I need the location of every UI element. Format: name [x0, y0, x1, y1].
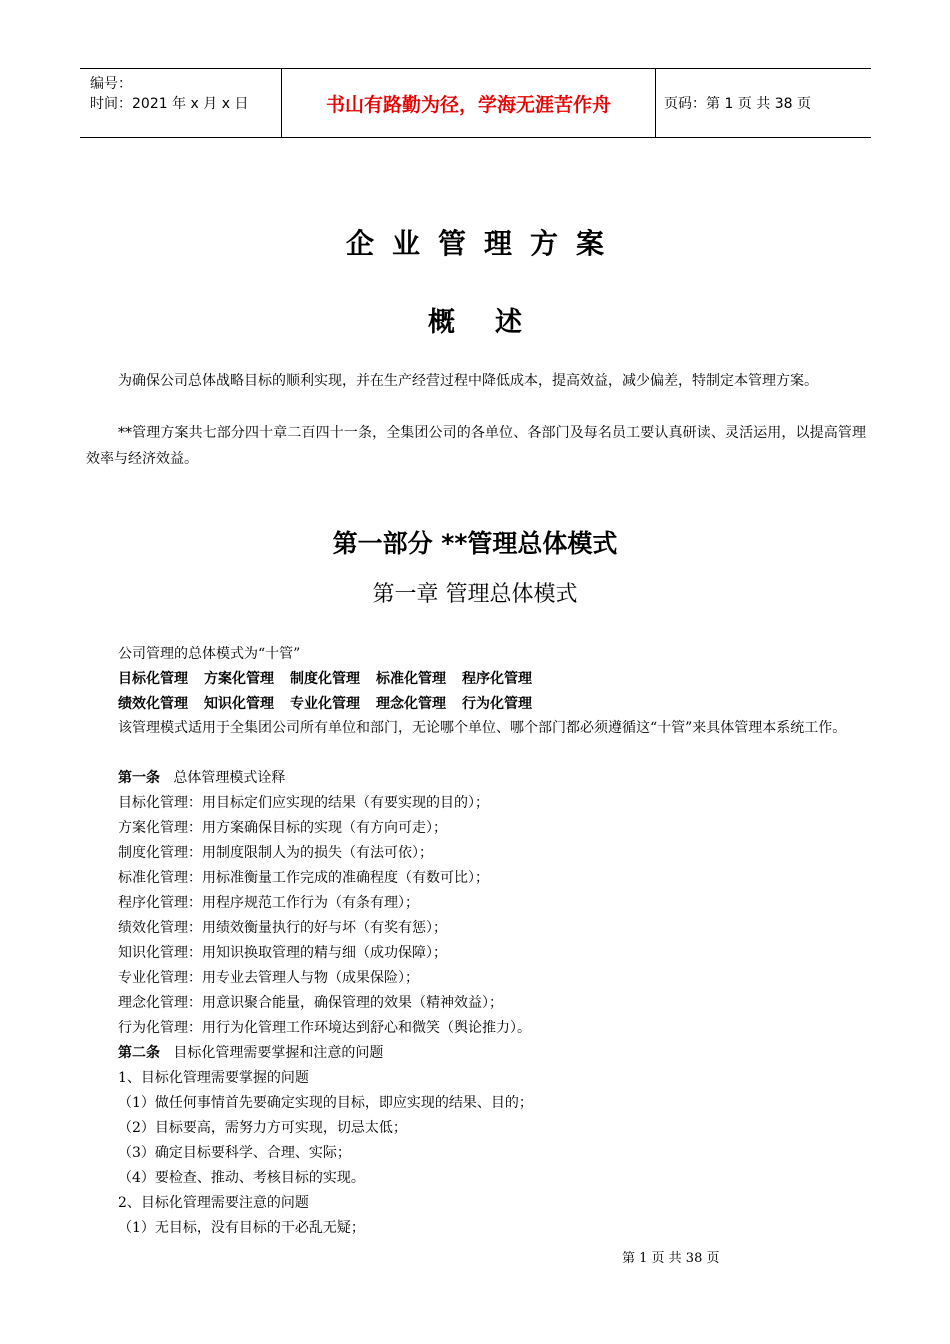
overview-paragraph-1: 为确保公司总体战略目标的顺利实现，并在生产经营过程中降低成本，提高效益，减少偏差，特制定本管理方案。: [118, 373, 818, 389]
document-header: [80, 68, 871, 138]
management-item: 行为化管理: [462, 696, 532, 712]
section-1-item: （3）确定目标要科学、合理、实际；: [118, 1145, 351, 1161]
motto: 书山有路勤为径，学海无涯苦作舟: [281, 69, 656, 137]
section-2-title: 2、目标化管理需要注意的问题: [118, 1195, 309, 1211]
management-item: 制度化管理: [290, 671, 360, 687]
overview-paragraph-2: **管理方案共七部分四十章二百四十一条，全集团公司的各单位、各部门及每名员工要认真研读、灵活运用，以提高管理效率与经济效益。: [86, 425, 866, 467]
explanation-line: 标准化管理：用标准衡量工作完成的准确程度（有数可比）；: [118, 870, 489, 886]
explanation-line: 目标化管理：用目标定们应实现的结果（有要实现的目的）；: [118, 795, 489, 811]
document-title: 企业管理方案: [345, 227, 622, 260]
explanation-line: 方案化管理：用方案确保目标的实现（有方向可走）；: [118, 820, 447, 836]
article-2-title: 目标化管理需要掌握和注意的问题: [173, 1045, 384, 1061]
explanation-line: 理念化管理：用意识聚合能量，确保管理的效果（精神效益）；: [118, 995, 503, 1011]
ten-management-row-2: [118, 692, 548, 716]
ten-management-row-1: [118, 667, 548, 691]
section-1-item: （1）做任何事情首先要确定实现的目标，即应实现的结果、目的；: [118, 1095, 533, 1111]
serial-label: 编号：: [90, 76, 132, 92]
scope-paragraph: 该管理模式适用于全集团公司所有单位和部门，无论哪个单位、哪个部门都必须遵循这“十管”来具体管理本系统工作。: [118, 720, 847, 736]
section-2-item: （1）无目标，没有目标的干必乱无疑；: [118, 1220, 365, 1236]
article-1-label: 第一条: [118, 770, 160, 786]
header-meta: [80, 69, 281, 137]
management-item: 目标化管理: [118, 671, 188, 687]
page-label: 页码：第 1 页 共 38 页: [664, 96, 811, 112]
management-item: 知识化管理: [204, 696, 274, 712]
article-1-title: 总体管理模式诠释: [173, 770, 286, 786]
management-item: 绩效化管理: [118, 696, 188, 712]
explanation-line: 制度化管理：用制度限制人为的损失（有法可依）；: [118, 845, 433, 861]
section-1-title: 1、目标化管理需要掌握的问题: [118, 1070, 309, 1086]
management-item: 程序化管理: [462, 671, 532, 687]
time-label: 时间：2021 年 x 月 x 日: [90, 96, 249, 112]
chapter-title: 第一章 管理总体模式: [372, 582, 578, 607]
article-2-label: 第二条: [118, 1045, 160, 1061]
explanation-line: 知识化管理：用知识换取管理的精与细（成功保障）；: [118, 945, 447, 961]
section-1-item: （2）目标要高，需努力方可实现，切忌太低；: [118, 1120, 407, 1136]
intro-line: 公司管理的总体模式为“十管”: [118, 646, 301, 662]
management-item: 标准化管理: [376, 671, 446, 687]
management-item: 理念化管理: [376, 696, 446, 712]
section-1-item: （4）要检查、推动、考核目标的实现。: [118, 1170, 365, 1186]
explanation-line: 行为化管理：用行为化管理工作环境达到舒心和微笑（舆论推力）。: [118, 1020, 531, 1036]
explanation-line: 程序化管理：用程序规范工作行为（有条有理）；: [118, 895, 419, 911]
part-title: 第一部分 **管理总体模式: [332, 529, 618, 558]
management-item: 方案化管理: [204, 671, 274, 687]
explanation-line: 专业化管理：用专业去管理人与物（成果保险）；: [118, 970, 419, 986]
management-item: 专业化管理: [290, 696, 360, 712]
overview-title: 概述: [428, 307, 562, 338]
article-2-heading: [118, 1041, 383, 1065]
article-1-heading: [118, 766, 285, 790]
explanation-line: 绩效化管理：用绩效衡量执行的好与坏（有奖有惩）；: [118, 920, 447, 936]
page-footer: 第 1 页 共 38 页: [622, 1251, 720, 1266]
